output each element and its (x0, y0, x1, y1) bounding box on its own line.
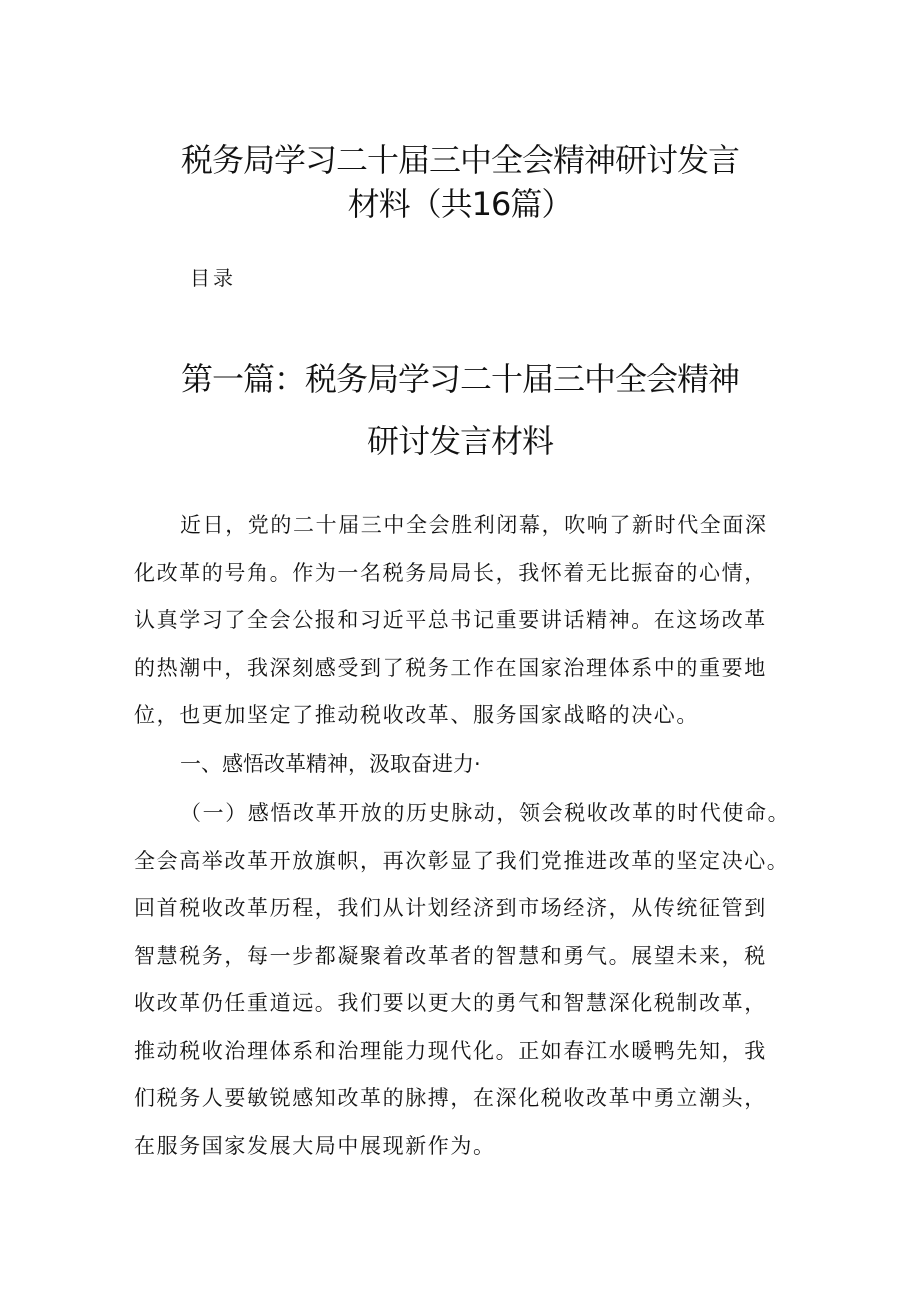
paragraph-line: 推动税收治理体系和治理能力现代化。正如春江水暖鸭先知，我 (134, 1038, 767, 1063)
document-title (130, 138, 790, 226)
document-title-line-1: 税务局学习二十届三中全会精神研讨发言 (180, 141, 739, 179)
paragraph-line: 位，也更加坚定了推动税收改革、服务国家战略的决心。 (134, 703, 699, 727)
document-title-line-2: 材料（共16篇） (347, 185, 573, 223)
chapter-title-line-1: 第一篇：税务局学习二十届三中全会精神 (180, 360, 739, 398)
paragraph-line: 收改革仍任重道远。我们要以更大的勇气和智慧深化税制改革， (134, 991, 767, 1015)
paragraph-line: 近日，党的二十届三中全会胜利闭幕，吹响了新时代全面深 (180, 513, 768, 537)
paragraph-line: 回首税收改革历程，我们从计划经济到市场经济，从传统征管到 (134, 896, 767, 920)
section-heading-1: 一、感悟改革精神，汲取奋进力· (180, 752, 481, 776)
chapter-title-line-2: 研讨发言材料 (366, 422, 553, 460)
paragraph-line: 认真学习了全会公报和习近平总书记重要讲话精神。在这场改革 (134, 608, 767, 632)
paragraph-line: 化改革的号角。作为一名税务局局长，我怀着无比振奋的心情， (134, 560, 767, 585)
paragraph-line: （一）感悟改革开放的历史脉动，领会税收改革的时代使命。 (180, 801, 791, 825)
paragraph-line: 在服务国家发展大局中展现新作为。 (134, 1133, 496, 1158)
paragraph-intro (134, 502, 794, 740)
paragraph-line: 智慧税务，每一步都凝聚着改革者的智慧和勇气。展望未来，税 (134, 943, 767, 968)
paragraph-line: 们税务人要敏锐感知改革的脉搏，在深化税收改革中勇立潮头， (134, 1086, 767, 1110)
toc-label: 目录 (190, 266, 236, 290)
paragraph-line: 全会高举改革开放旗帜，再次彰显了我们党推进改革的坚定决心。 (134, 848, 790, 873)
chapter-title (130, 348, 790, 472)
paragraph-line: 的热潮中，我深刻感受到了税务工作在国家治理体系中的重要地 (134, 655, 767, 680)
paragraph-section-1-1 (134, 790, 794, 1170)
